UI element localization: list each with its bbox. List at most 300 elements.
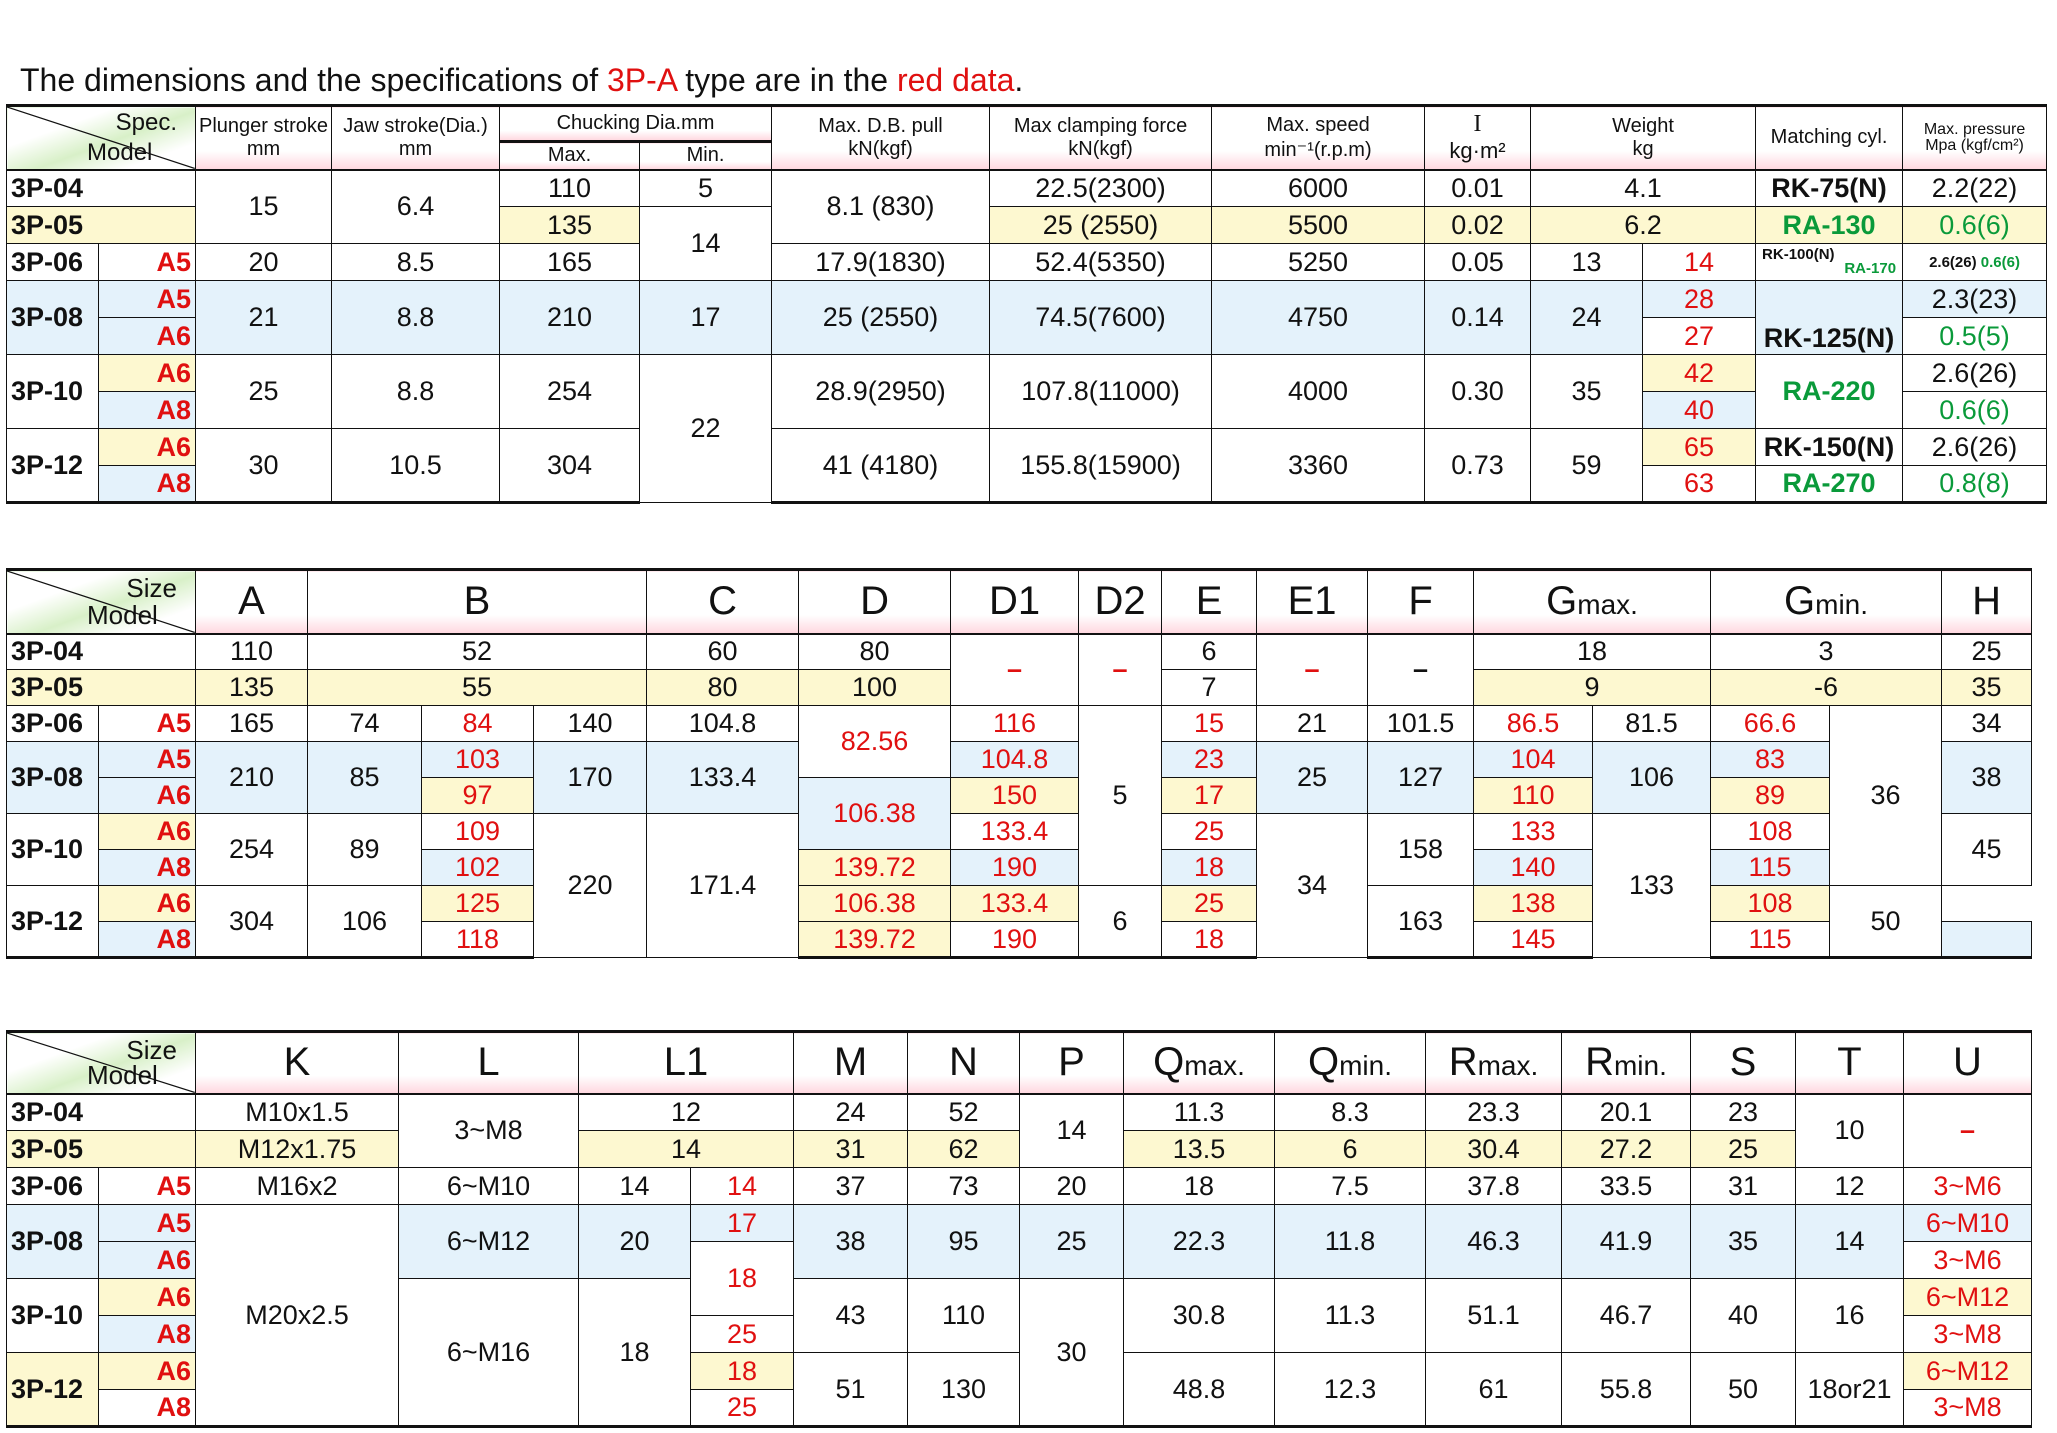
subtype-label: A8 <box>99 392 196 429</box>
cell: 101.5 <box>1368 706 1474 742</box>
cell: 6~M12 <box>399 1205 579 1279</box>
cell: 4.1 <box>1531 170 1756 207</box>
col-header-qmax: Qmax. <box>1124 1032 1275 1094</box>
cell: 104.8 <box>951 742 1079 778</box>
dim-row-3p-10 <box>7 814 2032 850</box>
cell: 37 <box>794 1168 908 1205</box>
col-header-gmax: Gmax. <box>1474 570 1711 634</box>
cell: 51 <box>794 1353 908 1427</box>
cell: 12.3 <box>1275 1353 1426 1427</box>
cell: 20 <box>579 1205 691 1279</box>
subtype-label: A5 <box>99 1205 196 1242</box>
cell: 48.8 <box>1124 1353 1275 1427</box>
cell: 52 <box>908 1094 1020 1131</box>
cell: 254 <box>196 814 308 886</box>
cell: 11.3 <box>1275 1279 1426 1353</box>
col-header-n: N <box>908 1032 1020 1094</box>
dim2-row-3p-04 <box>7 1094 2032 1131</box>
cell: 38 <box>1942 742 2032 814</box>
cell: 18or21 <box>1796 1353 1904 1427</box>
model-label: 3P-04 <box>7 1094 196 1131</box>
cell: 8.3 <box>1275 1094 1426 1131</box>
dim-row-3p-06 <box>7 706 2032 742</box>
model-label: 3P-06 <box>7 1168 99 1205</box>
cell: 8.1 (830) <box>772 170 990 244</box>
dim2-row-3p-06 <box>7 1168 2032 1205</box>
cell: 5 <box>640 170 772 207</box>
cell: 85 <box>308 742 422 814</box>
spec-row-3p-04 <box>7 170 2047 207</box>
cell: 254 <box>500 355 640 429</box>
cell: 6.4 <box>332 170 500 244</box>
spec-model-corner: Spec. Model <box>7 106 196 170</box>
specifications-table <box>6 104 2047 504</box>
cell: 0.01 <box>1425 170 1531 207</box>
col-header-gmin: Gmin. <box>1711 570 1942 634</box>
cell: 61 <box>1426 1353 1562 1427</box>
cell: 110 <box>1474 778 1593 814</box>
cell: 165 <box>500 244 640 281</box>
cell: 210 <box>500 281 640 355</box>
cell: 8.8 <box>332 281 500 355</box>
plunger-stroke-header: Plunger stroke mm <box>196 106 332 170</box>
dim-row-3p-04 <box>7 634 2032 670</box>
cell: 40 <box>1691 1279 1796 1353</box>
cell: 41 (4180) <box>772 429 990 503</box>
col-header-rmin: Rmin. <box>1562 1032 1691 1094</box>
col-header-d: D <box>799 570 951 634</box>
subtype-label: A6 <box>99 1279 196 1316</box>
caption-type-highlight: 3P-A <box>607 62 677 98</box>
cell: 55.8 <box>1562 1353 1691 1427</box>
cell: 2.6(26) 0.6(6) <box>1903 244 2047 281</box>
spec-row-3p-06 <box>7 244 2047 281</box>
col-header-b: B <box>308 570 647 634</box>
cell: 140 <box>1474 850 1593 886</box>
model-label: 3P-05 <box>7 670 196 706</box>
cell: 108 <box>1711 814 1830 850</box>
model-label: 3P-12 <box>7 1353 99 1427</box>
col-header-l: L <box>399 1032 579 1094</box>
cell: 6000 <box>1212 170 1425 207</box>
col-header-t: T <box>1796 1032 1904 1094</box>
cell: 165 <box>196 706 308 742</box>
cell: 18 <box>1162 850 1257 886</box>
cell: 45 <box>1942 814 2032 886</box>
cell: 89 <box>308 814 422 886</box>
cell: 0.6(6) <box>1903 207 2047 244</box>
col-header-l1: L1 <box>579 1032 794 1094</box>
cell: 46.7 <box>1562 1279 1691 1353</box>
dash-cell: – <box>1368 634 1474 706</box>
cell: 110 <box>908 1279 1020 1353</box>
chuck-min-header: Min. <box>640 142 772 170</box>
dash-cell: – <box>951 634 1079 706</box>
spec-row-3p-10 <box>7 355 2047 392</box>
cell: 25 <box>1162 886 1257 922</box>
cell: 6.2 <box>1531 207 1756 244</box>
subtype-label: A8 <box>99 466 196 503</box>
cell: 80 <box>799 634 951 670</box>
cell: 42 <box>1643 355 1756 392</box>
cell: 65 <box>1643 429 1756 466</box>
cell: 5250 <box>1212 244 1425 281</box>
dimensions-table-k-u <box>6 1030 2032 1428</box>
jaw-stroke-header: Jaw stroke(Dia.) mm <box>332 106 500 170</box>
chucking-dia-header: Chucking Dia.mm <box>500 106 772 142</box>
col-header-d2: D2 <box>1079 570 1162 634</box>
cell: 4000 <box>1212 355 1425 429</box>
col-header-c: C <box>647 570 799 634</box>
col-header-h: H <box>1942 570 2032 634</box>
model-label: 3P-05 <box>7 207 196 244</box>
cell: 3~M6 <box>1904 1242 2032 1279</box>
subtype-label: A6 <box>99 1242 196 1279</box>
cell: 18 <box>1124 1168 1275 1205</box>
cell: 11.8 <box>1275 1205 1426 1279</box>
cell: 40 <box>1643 392 1756 429</box>
cell: 190 <box>951 922 1079 958</box>
cell: 145 <box>1474 922 1593 958</box>
col-header-e1: E1 <box>1257 570 1368 634</box>
cell: 30 <box>1020 1279 1124 1427</box>
cell: 108 <box>1711 886 1830 922</box>
spec-row-3p-12 <box>7 429 2047 466</box>
cell: 6~M16 <box>399 1279 579 1427</box>
cell: 41.9 <box>1562 1205 1691 1279</box>
cell: 7.5 <box>1275 1168 1426 1205</box>
cell: 135 <box>500 207 640 244</box>
cell: 155.8(15900) <box>990 429 1212 503</box>
col-header-qmin: Qmin. <box>1275 1032 1426 1094</box>
subtype-label: A6 <box>99 318 196 355</box>
caption-red-data-highlight: red data <box>896 62 1015 98</box>
cell: 210 <box>196 742 308 814</box>
cell: 18 <box>1162 922 1257 958</box>
cell: 22.5(2300) <box>990 170 1212 207</box>
cell: 104 <box>1474 742 1593 778</box>
cell: 28.9(2950) <box>772 355 990 429</box>
cell: 35 <box>1691 1205 1796 1279</box>
cell: M16x2 <box>196 1168 399 1205</box>
cell: 6~M12 <box>1904 1279 2032 1316</box>
cell: 25 <box>1020 1205 1124 1279</box>
subtype-label: A6 <box>99 1353 196 1390</box>
subtype-label: A8 <box>99 1390 196 1427</box>
cell: 24 <box>1531 281 1643 355</box>
cell: 163 <box>1368 886 1474 958</box>
cell: 35 <box>1942 670 2032 706</box>
cell: 74.5(7600) <box>990 281 1212 355</box>
cell: 115 <box>1711 850 1830 886</box>
cell: 110 <box>500 170 640 207</box>
cell: 0.6(6) <box>1903 392 2047 429</box>
cell: RA-220 <box>1756 355 1903 429</box>
cell: 14 <box>1643 244 1756 281</box>
cell: RK-150(N) <box>1756 429 1903 466</box>
cell: 38 <box>794 1205 908 1279</box>
cell: 21 <box>196 281 332 355</box>
cell: 15 <box>1162 706 1257 742</box>
cell: 13.5 <box>1124 1131 1275 1168</box>
cell: 59 <box>1531 429 1643 503</box>
cell: 8.5 <box>332 244 500 281</box>
cell: 107.8(11000) <box>990 355 1212 429</box>
model-label: 3P-12 <box>7 429 99 503</box>
cell: 2.3(23) <box>1903 281 2047 318</box>
model-label: 3P-10 <box>7 1279 99 1353</box>
spec-row-3p-08 <box>7 281 2047 318</box>
cell: 14 <box>691 1168 794 1205</box>
cell: 12 <box>579 1094 794 1131</box>
cell: 52.4(5350) <box>990 244 1212 281</box>
col-header-s: S <box>1691 1032 1796 1094</box>
subtype-label: A8 <box>99 850 196 886</box>
model-label: 3P-08 <box>7 281 99 355</box>
col-header-p: P <box>1020 1032 1124 1094</box>
cell: 17.9(1830) <box>772 244 990 281</box>
cell: 6 <box>1275 1131 1426 1168</box>
model-label: 3P-12 <box>7 886 99 958</box>
cell: 97 <box>422 778 534 814</box>
cell: 133.4 <box>951 886 1079 922</box>
cell: 10 <box>1796 1094 1904 1168</box>
cell: 304 <box>196 886 308 958</box>
cell: 133 <box>1593 814 1711 958</box>
cell: 140 <box>534 706 647 742</box>
cell: 115 <box>1711 922 1830 958</box>
cell: 18 <box>579 1279 691 1427</box>
cell: 133.4 <box>951 814 1079 850</box>
matching-cyl-header: Matching cyl. <box>1756 106 1903 170</box>
clamping-force-header: Max clamping force kN(kgf) <box>990 106 1212 170</box>
model-label: 3P-06 <box>7 706 99 742</box>
model-label: 3P-06 <box>7 244 99 281</box>
col-header-rmax: Rmax. <box>1426 1032 1562 1094</box>
cell: 100 <box>799 670 951 706</box>
cell <box>1942 922 2032 958</box>
col-header-d1: D1 <box>951 570 1079 634</box>
cell: M12x1.75 <box>196 1131 399 1168</box>
model-label: 3P-08 <box>7 1205 99 1279</box>
cell: 23 <box>1162 742 1257 778</box>
cell: 14 <box>1796 1205 1904 1279</box>
cell: 18 <box>691 1242 794 1316</box>
cell: RK-75(N) <box>1756 170 1903 207</box>
inertia-header: I kg·m² <box>1425 106 1531 170</box>
cell: 35 <box>1531 355 1643 429</box>
cell: 25 (2550) <box>990 207 1212 244</box>
cell: 150 <box>951 778 1079 814</box>
cell: 25 <box>691 1316 794 1353</box>
subtype-label: A8 <box>99 922 196 958</box>
subtype-label: A6 <box>99 814 196 850</box>
model-label: 3P-08 <box>7 742 99 814</box>
cell: RA-130 <box>1756 207 1903 244</box>
page-caption: The dimensions and the specifications of 3P-A type are in the red data. <box>20 62 1024 98</box>
size-model-corner: Size Model <box>7 570 196 634</box>
cell: 14 <box>1020 1094 1124 1168</box>
cell: 43 <box>794 1279 908 1353</box>
cell: 139.72 <box>799 850 951 886</box>
cell: RK-125(N) <box>1756 281 1903 355</box>
cell: 125 <box>422 886 534 922</box>
max-pressure-header: Max. pressure Mpa (kgf/cm²) <box>1903 106 2047 170</box>
cell: 220 <box>534 814 647 958</box>
cell: 82.56 <box>799 706 951 778</box>
dim2-row-3p-05 <box>7 1131 2032 1168</box>
cell: 106 <box>1593 742 1711 814</box>
cell: 13 <box>1531 244 1643 281</box>
cell: 86.5 <box>1474 706 1593 742</box>
cell: 15 <box>196 170 332 244</box>
cell: 95 <box>908 1205 1020 1279</box>
subtype-label: A5 <box>99 281 196 318</box>
subtype-label: A6 <box>99 778 196 814</box>
cell: 3~M6 <box>1904 1168 2032 1205</box>
chuck-max-header: Max. <box>500 142 640 170</box>
subtype-label: A5 <box>99 1168 196 1205</box>
cell: 106.38 <box>799 778 951 850</box>
cell: 6~M10 <box>1904 1205 2032 1242</box>
col-header-e: E <box>1162 570 1257 634</box>
dimensions-table-a-j <box>6 568 2032 959</box>
cell: 170 <box>534 742 647 814</box>
cell: 106 <box>308 886 422 958</box>
cell: 33.5 <box>1562 1168 1691 1205</box>
cell: 50 <box>1830 886 1942 958</box>
cell: 25 <box>1162 814 1257 850</box>
cell: 3~M8 <box>1904 1316 2032 1353</box>
cell: 6 <box>1079 886 1162 958</box>
cell: 14 <box>579 1168 691 1205</box>
cell: 30.8 <box>1124 1279 1275 1353</box>
cell: 18 <box>691 1353 794 1390</box>
cell: 89 <box>1711 778 1830 814</box>
cell: 106.38 <box>799 886 951 922</box>
cell: 138 <box>1474 886 1593 922</box>
dash-cell: – <box>1904 1094 2032 1168</box>
cell: 158 <box>1368 814 1474 886</box>
model-label: 3P-10 <box>7 355 99 429</box>
subtype-label: A5 <box>99 742 196 778</box>
cell: 25 <box>1942 634 2032 670</box>
cell: RA-270 <box>1756 466 1903 503</box>
cell: 17 <box>1162 778 1257 814</box>
cell: 135 <box>196 670 308 706</box>
cell: 171.4 <box>647 814 799 958</box>
cell: 10.5 <box>332 429 500 503</box>
model-label: 3P-04 <box>7 634 196 670</box>
cell: 0.5(5) <box>1903 318 2047 355</box>
cell: 24 <box>794 1094 908 1131</box>
cell: 36 <box>1830 706 1942 886</box>
cell: -6 <box>1711 670 1942 706</box>
cell: 14 <box>579 1131 794 1168</box>
cell: 190 <box>951 850 1079 886</box>
col-header-u: U <box>1904 1032 2032 1094</box>
cell: 103 <box>422 742 534 778</box>
subtype-label: A5 <box>99 706 196 742</box>
cell: 21 <box>1257 706 1368 742</box>
cell: 3360 <box>1212 429 1425 503</box>
cell: 3 <box>1711 634 1942 670</box>
cell: 127 <box>1368 742 1474 814</box>
cell: 0.14 <box>1425 281 1531 355</box>
cell: 81.5 <box>1593 706 1711 742</box>
cell: 50 <box>1691 1353 1796 1427</box>
cell: 62 <box>908 1131 1020 1168</box>
cell: 104.8 <box>647 706 799 742</box>
subtype-label: A6 <box>99 355 196 392</box>
cell: 6~M12 <box>1904 1353 2032 1390</box>
cell: 83 <box>1711 742 1830 778</box>
cell: 80 <box>647 670 799 706</box>
col-header-k: K <box>196 1032 399 1094</box>
cell: 31 <box>1691 1168 1796 1205</box>
cell: 27 <box>1643 318 1756 355</box>
cell: 2.6(26) <box>1903 355 2047 392</box>
cell: 9 <box>1474 670 1711 706</box>
cell: 20 <box>196 244 332 281</box>
cell: 5 <box>1079 706 1162 886</box>
cell: 6~M10 <box>399 1168 579 1205</box>
cell: 60 <box>647 634 799 670</box>
col-header-f: F <box>1368 570 1474 634</box>
cell: 12 <box>1796 1168 1904 1205</box>
cell: 133.4 <box>647 742 799 814</box>
cell: 116 <box>951 706 1079 742</box>
size-model-corner: Size Model <box>7 1032 196 1094</box>
cell: 30.4 <box>1426 1131 1562 1168</box>
cell: 139.72 <box>799 922 951 958</box>
cell: 46.3 <box>1426 1205 1562 1279</box>
cell: 110 <box>196 634 308 670</box>
cell: 23 <box>1691 1094 1796 1131</box>
cell: 0.8(8) <box>1903 466 2047 503</box>
col-header-a: A <box>196 570 308 634</box>
model-label: 3P-05 <box>7 1131 196 1168</box>
dim-row-3p-12 <box>7 886 2032 922</box>
cell: 55 <box>308 670 647 706</box>
cell: 16 <box>1796 1279 1904 1353</box>
cell: 2.6(26) <box>1903 429 2047 466</box>
cell: 0.73 <box>1425 429 1531 503</box>
cell: 22 <box>640 355 772 503</box>
cell: 7 <box>1162 670 1257 706</box>
cell: 25 <box>196 355 332 429</box>
cell: 25 <box>1691 1131 1796 1168</box>
subtype-label: A5 <box>99 244 196 281</box>
cell: 0.30 <box>1425 355 1531 429</box>
dash-cell: – <box>1257 634 1368 706</box>
cell: 66.6 <box>1711 706 1830 742</box>
cell: 2.2(22) <box>1903 170 2047 207</box>
cell: M20x2.5 <box>196 1205 399 1427</box>
cell: 20 <box>1020 1168 1124 1205</box>
cell: 11.3 <box>1124 1094 1275 1131</box>
model-label: 3P-04 <box>7 170 196 207</box>
cell: 130 <box>908 1353 1020 1427</box>
max-speed-header: Max. speed min⁻¹(r.p.m) <box>1212 106 1425 170</box>
cell: 34 <box>1942 706 2032 742</box>
cell: 52 <box>308 634 647 670</box>
dim2-row-3p-08 <box>7 1205 2032 1242</box>
cell: 102 <box>422 850 534 886</box>
cell: RK-100(N) RA-170 <box>1756 244 1903 281</box>
cell: 31 <box>794 1131 908 1168</box>
cell: 25 <box>691 1390 794 1427</box>
